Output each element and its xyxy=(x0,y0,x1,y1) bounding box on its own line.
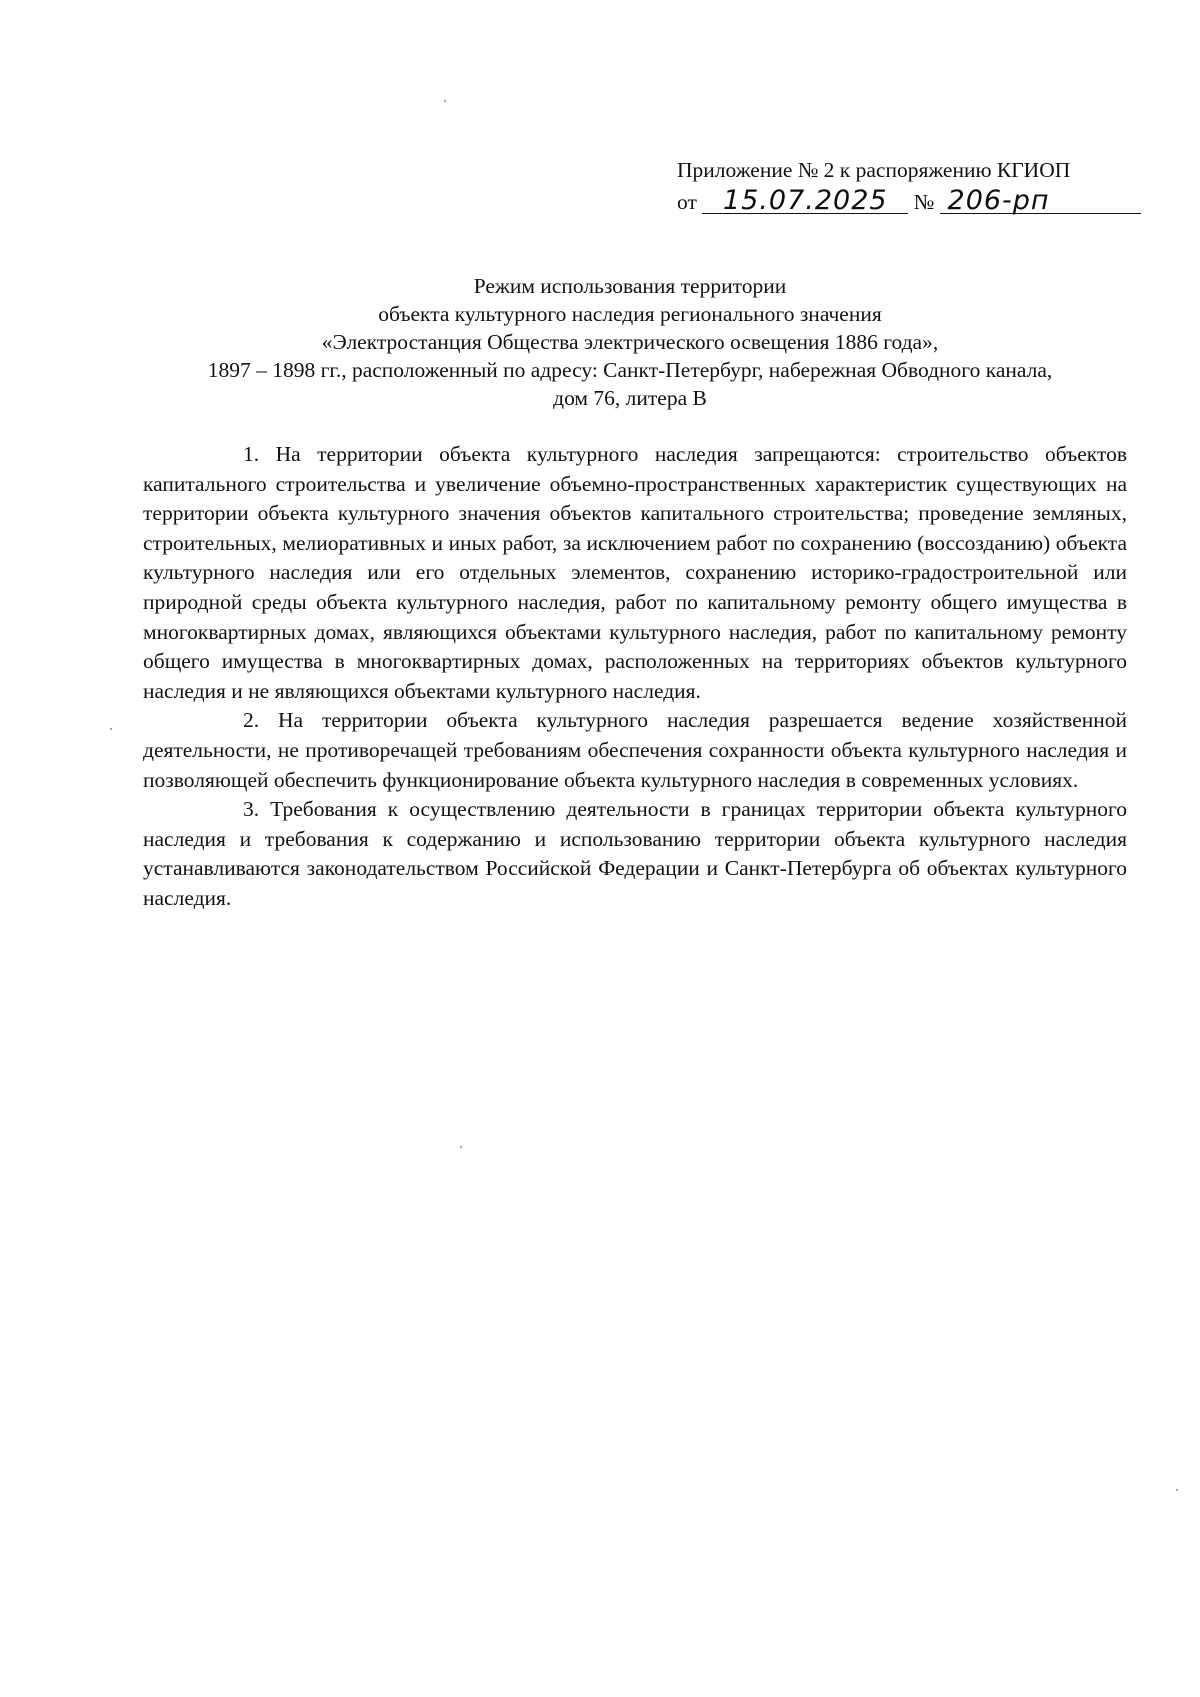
scan-speck xyxy=(460,1146,462,1148)
appendix-line: Приложение № 2 к распоряжению КГИОП xyxy=(677,158,1071,182)
title-line: «Электростанция Общества электрического освещения 1886 года», xyxy=(321,330,939,354)
document-title xyxy=(130,272,1130,412)
handwritten-order-number: 206-рп xyxy=(940,189,1141,214)
scan-speck xyxy=(1176,1489,1178,1491)
scan-speck xyxy=(110,728,112,730)
paragraph-3: 3. Требования к осуществлению деятельности в границах территории объекта культурного наследия и требования к содержанию и использованию территории объекта культурного наследия устанавливаются законодательством Российской Федерации и Санкт-Петербурга об объектах культурного наследия. xyxy=(143,797,1127,910)
document-body xyxy=(143,440,1127,914)
paragraph-2: 2. На территории объекта культурного наследия разрешается ведение хозяйственной деятельности, не противоречащей требованиям обеспечения сохранности объекта культурного наследия и позволяющей обеспечить функционирование объекта культурного наследия в современных условиях. xyxy=(143,708,1127,792)
paragraph-1: 1. На территории объекта культурного наследия запрещаются: строительство объектов капитального строительства и увеличение объемно-пространственных характеристик существующих на территории объекта культурного значения объектов капитального строительства; проведение земляных, строительных, мелиоративных и иных работ, за исключением работ по сохранению (воссозданию) объекта культурного наследия или его отдельных элементов, сохранению историко-градостроительной или природной среды объекта культурного наследия, работ по капитальному ремонту общего имущества в многоквартирных домах, являющихся объектами культурного наследия, работ по капитальному ремонту общего имущества в многоквартирных домах, расположенных на территориях объектов культурного наследия и не являющихся объектами культурного наследия. xyxy=(143,442,1127,703)
title-line: 1897 – 1898 гг., расположенный по адресу: Санкт-Петербург, набережная Обводного канала, xyxy=(207,358,1053,382)
title-line: Режим использования территории xyxy=(473,274,787,298)
handwritten-date: 15.07.2025 xyxy=(702,189,908,214)
scan-speck xyxy=(444,100,446,102)
from-label: от xyxy=(677,190,697,214)
title-line: объекта культурного наследия регионального значения xyxy=(378,302,882,326)
number-sign: № xyxy=(913,190,935,214)
appendix-reference xyxy=(677,154,1137,218)
order-date-number-line xyxy=(677,186,1137,218)
title-line: дом 76, литера В xyxy=(553,386,707,410)
